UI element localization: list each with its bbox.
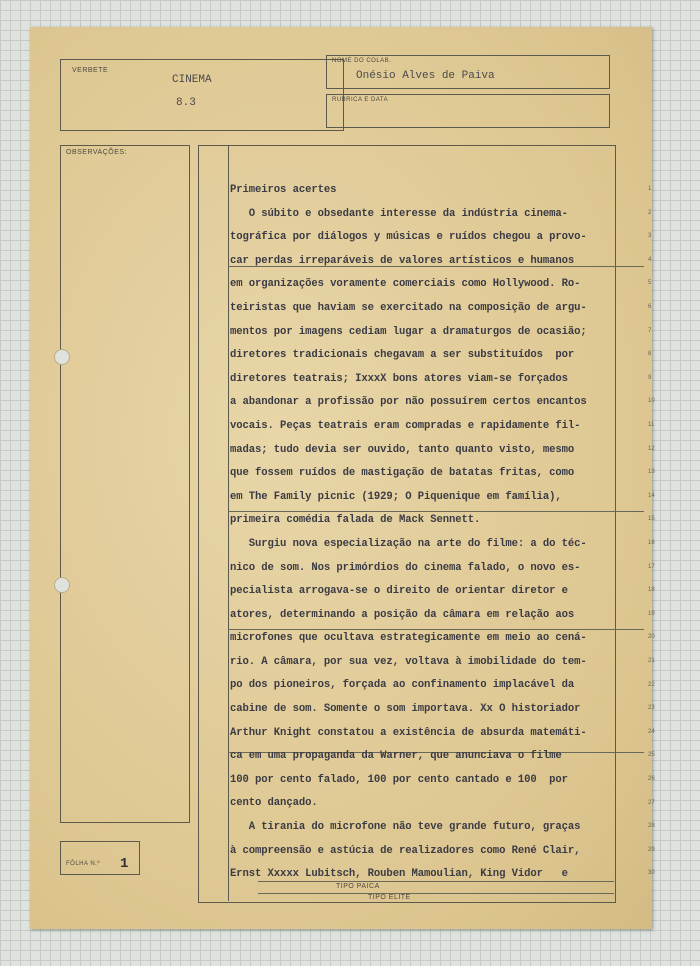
text-line: que fossem ruídos de mastigação de batatas fritas, como [230, 467, 575, 480]
line-number: 17 [648, 563, 655, 570]
line-number: 20 [648, 634, 655, 641]
line-number: 3 [648, 233, 652, 240]
line-number: 9 [648, 374, 652, 381]
text-line: vocais. Peças teatrais eram compradas e rapidamente fil- [230, 419, 581, 432]
text-line: teiristas que haviam se exercitado na composição de argu- [230, 301, 587, 314]
line-number: 10 [648, 398, 655, 405]
line-number: 25 [648, 752, 655, 759]
line-number: 22 [648, 681, 655, 688]
author-label: NOME DO COLAB. [332, 58, 392, 64]
line-number: 26 [648, 776, 655, 782]
line-number: 6 [648, 304, 652, 310]
line-number: 11 [648, 422, 655, 428]
text-line: tográfica por diálogos y músicas e ruídos chegou a provo- [230, 231, 587, 244]
line-number: 8 [648, 351, 652, 358]
text-line: atores, determinando a posição da câmara em relação aos [230, 608, 575, 621]
punch-hole-top [54, 349, 70, 365]
line-number: 4 [648, 256, 652, 263]
text-line: A tirania do microfone não teve grande futuro, graças [230, 821, 581, 834]
line-number: 16 [648, 540, 655, 546]
verbete-number: 8.3 [176, 97, 196, 109]
tipo-elite-label: TIPO ELITE [368, 894, 411, 901]
verbete-value: CINEMA [172, 74, 212, 86]
footer-rule-2 [258, 893, 614, 894]
text-line: Primeiros acertes [230, 184, 337, 196]
text-line: 100 por cento falado, 100 por cento cantado e 100 por [230, 773, 568, 786]
line-number: 1 [648, 186, 652, 192]
tipo-paica-label: TIPO PAICA [336, 883, 380, 890]
line-number: 19 [648, 610, 655, 617]
line-number: 14 [648, 492, 655, 499]
line-number: 7 [648, 327, 652, 334]
line-number: 30 [648, 870, 655, 877]
text-line: madas; tudo devia ser ouvido, tanto quanto visto, mesmo [230, 443, 575, 456]
text-line: a abandonar a profissão por não possuírem certos encantos [230, 396, 587, 409]
punch-hole-bottom [54, 577, 70, 593]
text-line: Ernst Xxxxx Lubitsch, Rouben Mamoulian, King Vidor e [230, 868, 568, 881]
signature-label: RUBRICA E DATA [332, 97, 389, 103]
text-line: em organizações voramente comerciais como Hollywood. Ro- [230, 278, 581, 291]
text-line: primeira comédia falada de Mack Sennett. [230, 514, 481, 527]
line-number: 27 [648, 799, 655, 806]
text-line: po dos pioneiros, forçada ao confinamento implacável da [230, 679, 575, 692]
text-line: cento dançado. [230, 797, 318, 810]
line-number: 5 [648, 280, 652, 287]
line-number: 2 [648, 209, 652, 216]
text-line: à compreensão e astúcia de realizadores como René Clair, [230, 844, 581, 857]
text-line: mentos por imagens cediam lugar a dramaturgos de ocasião; [230, 325, 587, 338]
footer-rule-1 [258, 881, 614, 882]
folha-label: FÔLHA N.º [66, 861, 101, 867]
line-number: 21 [648, 658, 655, 664]
text-line: Surgiu nova especialização na arte do filme: a do téc- [230, 537, 587, 550]
line-number: 29 [648, 846, 655, 853]
line-number: 15 [648, 516, 655, 523]
line-number: 23 [648, 705, 655, 712]
text-line: microfones que ocultava estrategicamente em meio ao cená- [230, 632, 587, 645]
observacoes-label: OBSERVAÇÕES: [66, 149, 127, 156]
text-line: em The Family picnic (1929; O Piquenique em família), [230, 490, 562, 503]
verbete-label: VERBETE [72, 67, 109, 74]
author-value: Onésio Alves de Paiva [356, 70, 495, 82]
text-line: nico de som. Nos primórdios do cinema falado, o novo es- [230, 561, 581, 574]
text-line: Arthur Knight constatou a existência de absurda matemáti- [230, 726, 587, 739]
text-line: ca em uma propaganda da Warner, que anunciava o filme [230, 750, 562, 763]
line-number: 28 [648, 823, 655, 830]
folha-value: 1 [120, 856, 129, 872]
line-number: 13 [648, 469, 655, 476]
text-line: rio. A câmara, por sua vez, voltava à imobilidade do tem- [230, 655, 587, 668]
manuscript-sheet [30, 27, 655, 929]
line-number: 18 [648, 587, 655, 594]
text-line: pecialista arrogava-se o direito de orientar diretor e [230, 585, 568, 598]
text-line: diretores teatrais; IxxxX bons atores viam-se forçados [230, 372, 568, 385]
line-number: 24 [648, 728, 655, 735]
observacoes-box [60, 145, 190, 823]
text-line: car perdas irreparáveis de valores artísticos e humanos [230, 254, 575, 267]
text-line: O súbito e obsedante interesse da indústria cinema- [230, 207, 568, 220]
line-number: 12 [648, 445, 655, 452]
text-line: cabine de som. Somente o som importava. Xx O historiador [230, 703, 581, 716]
text-line: diretores tradicionais chegavam a ser substituídos por [230, 349, 575, 362]
body-text [230, 179, 642, 887]
